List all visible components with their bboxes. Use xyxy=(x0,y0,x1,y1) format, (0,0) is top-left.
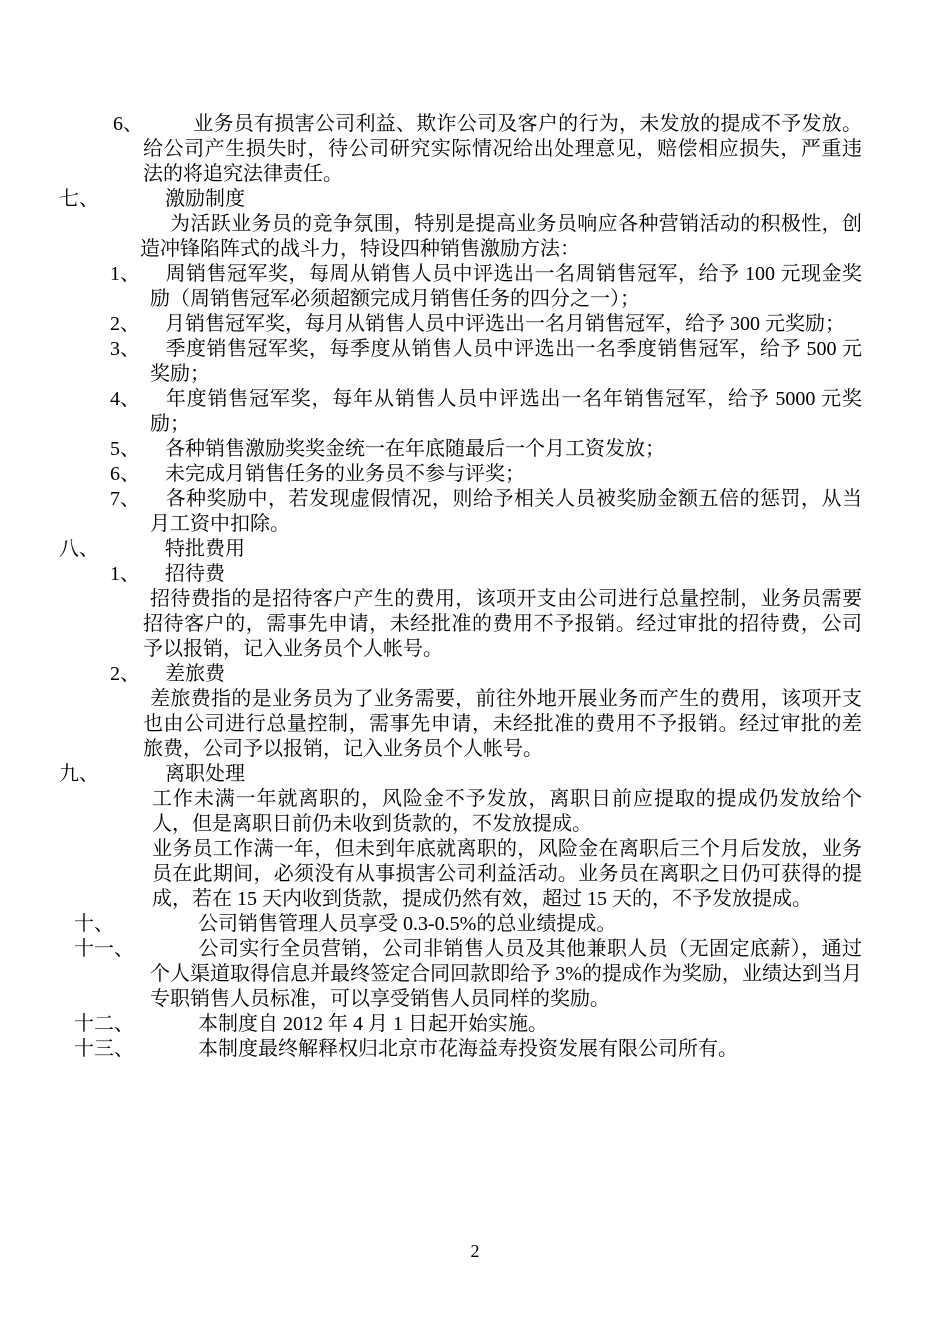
list-marker: 3、 xyxy=(110,338,140,360)
doc-paragraph xyxy=(0,837,950,912)
doc-list-item xyxy=(0,762,950,787)
block-text: 业务员工作满一年，但未到年底就离职的，风险金在离职后三个月后发放，业务员在此期间，必须没有从事损害公司利益活动。业务员在离职之日仍可获得的提成，若在 15 天内收到货款，提成仍然有效，超过 15 天的，不予发放提成。 xyxy=(152,838,862,910)
block-text: 激励制度 xyxy=(165,188,245,210)
list-marker: 十一、 xyxy=(74,938,134,960)
doc-list-item xyxy=(0,562,950,587)
block-text: 差旅费指的是业务员为了业务需要，前往外地开展业务而产生的费用，该项开支也由公司进行总量控制，需事先申请，未经批准的费用不予报销。经过审批的差旅费，公司予以报销，记入业务员个人帐号。 xyxy=(143,688,862,760)
block-text: 未完成月销售任务的业务员不参与评奖； xyxy=(165,463,525,485)
doc-list-item xyxy=(0,337,950,387)
block-text: 业务员有损害公司利益、欺诈公司及客户的行为，未发放的提成不予发放。给公司产生损失时，待公司研究实际情况给出处理意见，赔偿相应损失，严重违法的将追究法律责任。 xyxy=(143,113,862,185)
block-text: 年度销售冠军奖，每年从销售人员中评选出一名年销售冠军，给予 5000 元奖励； xyxy=(150,388,862,435)
list-marker: 2、 xyxy=(110,663,140,685)
list-marker: 十二、 xyxy=(74,1013,134,1035)
block-text: 公司销售管理人员享受 0.3-0.5%的总业绩提成。 xyxy=(198,913,617,935)
list-marker: 6、 xyxy=(110,463,140,485)
document-body xyxy=(0,112,950,1062)
list-marker: 4、 xyxy=(110,388,140,410)
list-marker: 7、 xyxy=(110,488,140,510)
doc-paragraph xyxy=(0,212,950,262)
doc-list-item xyxy=(0,537,950,562)
block-text: 公司实行全员营销，公司非销售人员及其他兼职人员（无固定底薪），通过个人渠道取得信息并最终签定合同回款即给予 3%的提成作为奖励，业绩达到当月专职销售人员标准，可以享受销售人员同样的奖励。 xyxy=(150,938,862,1010)
list-marker: 八、 xyxy=(59,538,99,560)
list-marker: 十三、 xyxy=(74,1038,134,1060)
list-marker: 2、 xyxy=(110,313,140,335)
block-text: 本制度自 2012 年 4 月 1 日起开始实施。 xyxy=(198,1013,548,1035)
block-text: 季度销售冠军奖，每季度从销售人员中评选出一名季度销售冠军，给予 500 元奖励； xyxy=(150,338,862,385)
doc-list-item xyxy=(0,387,950,437)
doc-list-item xyxy=(0,437,950,462)
block-text: 招待费 xyxy=(165,563,225,585)
doc-list-item xyxy=(0,487,950,537)
doc-list-item xyxy=(0,937,950,1012)
doc-list-item xyxy=(0,262,950,312)
doc-paragraph xyxy=(0,787,950,837)
list-marker: 九、 xyxy=(59,763,99,785)
block-text: 月销售冠军奖，每月从销售人员中评选出一名月销售冠军，给予 300 元奖励； xyxy=(165,313,845,335)
block-text: 周销售冠军奖，每周从销售人员中评选出一名周销售冠军，给予 100 元现金奖励（周销售冠军必须超额完成月销售任务的四分之一）； xyxy=(150,263,862,310)
block-text: 本制度最终解释权归北京市花海益寿投资发展有限公司所有。 xyxy=(198,1038,738,1060)
doc-list-item xyxy=(0,462,950,487)
block-text: 工作未满一年就离职的，风险金不予发放，离职日前应提取的提成仍发放给个人，但是离职日前仍未收到货款的，不发放提成。 xyxy=(152,788,862,835)
list-marker: 七、 xyxy=(59,188,99,210)
block-text: 招待费指的是招待客户产生的费用，该项开支由公司进行总量控制，业务员需要招待客户的，需事先申请，未经批准的费用不予报销。经过审批的招待费，公司予以报销，记入业务员个人帐号。 xyxy=(143,588,862,660)
block-text: 离职处理 xyxy=(165,763,245,785)
doc-paragraph xyxy=(0,587,950,662)
block-text: 特批费用 xyxy=(165,538,245,560)
list-marker: 十、 xyxy=(74,913,114,935)
list-marker: 5、 xyxy=(110,438,140,460)
doc-list-item xyxy=(0,912,950,937)
doc-list-item xyxy=(0,1037,950,1062)
doc-list-item xyxy=(0,662,950,687)
doc-list-item xyxy=(0,112,950,187)
block-text: 各种销售激励奖奖金统一在年底随最后一个月工资发放； xyxy=(165,438,665,460)
doc-paragraph xyxy=(0,687,950,762)
block-text: 各种奖励中，若发现虚假情况，则给予相关人员被奖励金额五倍的惩罚，从当月工资中扣除。 xyxy=(150,488,862,535)
doc-list-item xyxy=(0,312,950,337)
block-text: 差旅费 xyxy=(165,663,225,685)
block-text: 为活跃业务员的竞争氛围，特别是提高业务员响应各种营销活动的积极性，创造冲锋陷阵式的战斗力，特设四种销售激励方法： xyxy=(140,213,862,260)
doc-list-item xyxy=(0,1012,950,1037)
list-marker: 1、 xyxy=(110,263,140,285)
page-number: 2 xyxy=(470,1241,480,1261)
doc-list-item xyxy=(0,187,950,212)
list-marker: 1、 xyxy=(110,563,140,585)
list-marker: 6、 xyxy=(113,113,143,135)
